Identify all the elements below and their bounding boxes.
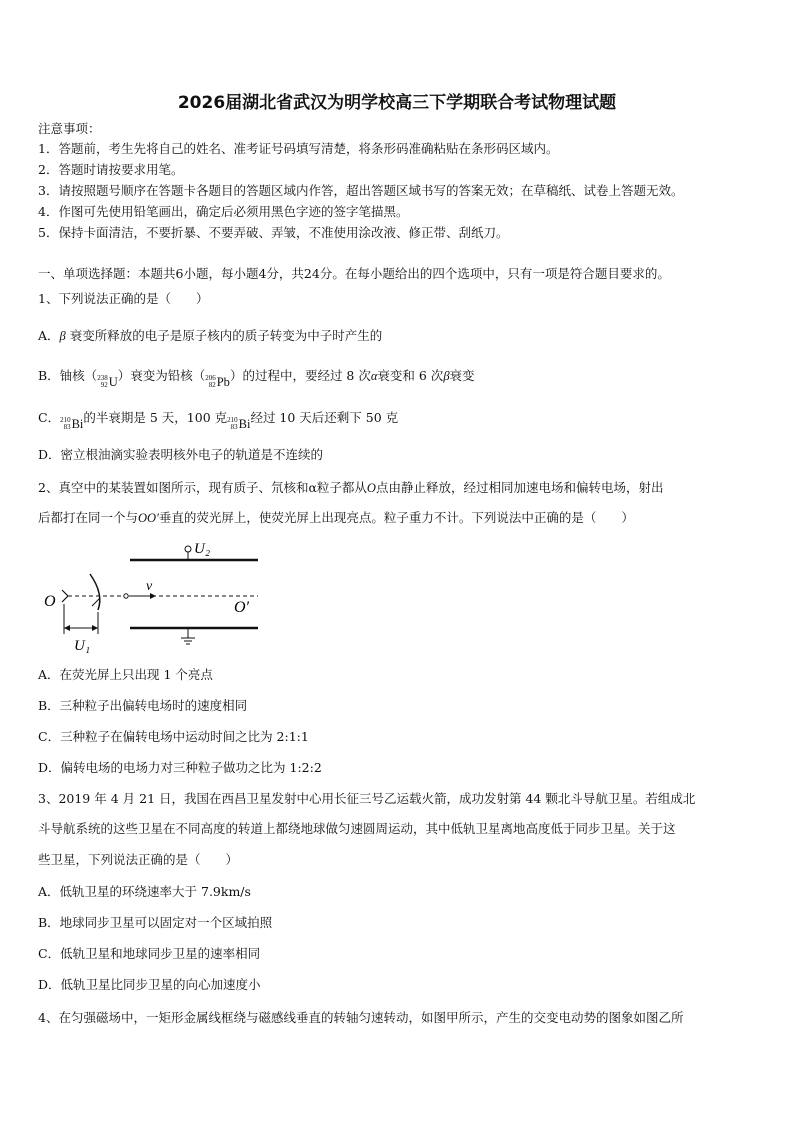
q2-stem-part: 点由静止释放，经过相同加速电场和偏转电场，射出: [375, 480, 664, 495]
q1-stem: 1、下列说法正确的是（ ）: [38, 291, 209, 306]
axis-oo: OO′: [138, 511, 159, 525]
q3-option-c: C．低轨卫星和地球同步卫星的速率相同: [38, 946, 261, 961]
lead-nuclide: [205, 374, 230, 390]
bismuth-nuclide: [227, 416, 250, 432]
q2-option-b: B．三种粒子出偏转电场时的速度相同: [38, 698, 248, 713]
notice-heading: 注意事项：: [38, 121, 101, 136]
beta-symbol: β: [443, 369, 450, 383]
beta-symbol: β: [59, 329, 66, 343]
notice-item-1: 1．答题前，考生先将自己的姓名、准考证号码填写清楚，将条形码准确粘贴在条形码区域内。: [38, 141, 559, 156]
section-heading: 一、单项选择题：本题共6小题，每小题4分，共24分。在每小题给出的四个选项中，只有一项是符合题目要求的。: [38, 266, 670, 281]
dimension-arrow: [92, 625, 98, 631]
pb-atomic-number: 82: [208, 381, 216, 389]
label-u1: U₁: [74, 638, 91, 654]
q2-option-d: D．偏转电场的电场力对三种粒子做功之比为 1:2:2: [38, 760, 322, 775]
label-o: O: [44, 593, 56, 610]
q2-stem-part: 后都打在同一个与: [38, 510, 139, 525]
point-o: O: [366, 481, 376, 495]
q2-stem-part: 垂直的荧光屏上，使荧光屏上出现亮点。粒子重力不计。下列说法中正确的是（ ）: [158, 510, 634, 525]
u-symbol: U: [108, 375, 118, 389]
q1-c-prefix: C．: [38, 410, 61, 425]
q2-stem-part: 2、真空中的某装置如图所示，现有质子、氘核和α粒子都从: [38, 480, 367, 495]
uranium-nuclide: [97, 374, 118, 390]
pb-mass-number: 206: [205, 374, 216, 382]
q2-stem-line2: [38, 510, 634, 526]
q3-stem-line2: 斗导航系统的这些卫星在不同高度的转道上都绕地球做匀速圆周运动，其中低轨卫星离地高度低于同步卫星。关于这: [38, 821, 676, 836]
bi-symbol: Bi: [71, 417, 84, 431]
q3-option-b: B．地球同步卫星可以固定对一个区域拍照: [38, 915, 273, 930]
q1-b-prefix: B．铀核（: [38, 368, 98, 383]
q3-stem-line3: 些卫星，下列说法正确的是（ ）: [38, 852, 239, 867]
q1-option-c: [38, 410, 398, 432]
bi-atomic-number: 83: [230, 423, 238, 431]
page-title: 2026届湖北省武汉为明学校高三下学期联合考试物理试题: [177, 93, 617, 113]
particle: [124, 594, 128, 598]
notice-item-2: 2．答题时请按要求用笔。: [38, 162, 184, 177]
dimension-arrow: [64, 625, 70, 631]
q1-a-prefix: A．: [38, 328, 60, 343]
label-u2: U₂: [194, 541, 211, 557]
label-o-prime: O′: [234, 599, 250, 616]
q2-stem-line1: [38, 480, 663, 496]
q1-c-mid: 的半衰期是 5 天，100 克: [83, 410, 228, 425]
q2-apparatus-figure: [38, 538, 278, 656]
q1-option-d: D．密立根油滴实验表明核外电子的轨道是不连续的: [38, 447, 324, 462]
bi-symbol: Bi: [238, 417, 251, 431]
notice-item-3: 3．请按照题号顺序在答题卡各题目的答题区域内作答，超出答题区域书写的答案无效；在草稿纸、试卷上答题无效。: [38, 183, 684, 198]
q1-a-text: 衰变所释放的电子是原子核内的质子转变为中子时产生的: [65, 328, 383, 343]
alpha-symbol: α: [370, 369, 378, 383]
q1-option-b: [38, 368, 475, 390]
notice-item-5: 5．保持卡面清洁，不要折暴、不要弄破、弄皱，不准使用涂改液、修正带、刮纸刀。: [38, 225, 509, 240]
bi-mass-number: 210: [60, 416, 71, 424]
q1-b-mid: ）衰变为铅核（: [117, 368, 206, 383]
bismuth-nuclide: [60, 416, 83, 432]
q1-b-post3: 衰变: [449, 368, 475, 383]
source-bracket: [62, 590, 68, 602]
u-atomic-number: 92: [100, 381, 108, 389]
q4-stem-line1: 4、在匀强磁场中，一矩形金属线框绕与磁感线垂直的转轴匀速转动，如图甲所示，产生的交变电动势的图象如图乙所: [38, 1010, 684, 1025]
q3-option-d: D．低轨卫星比同步卫星的向心加速度小: [38, 977, 261, 992]
label-v: v: [146, 579, 153, 594]
q1-option-a: [38, 328, 382, 344]
q1-c-post: 经过 10 天后还剩下 50 克: [250, 410, 399, 425]
pb-symbol: Pb: [216, 375, 230, 389]
bi-atomic-number: 83: [63, 423, 71, 431]
q2-option-c: C．三种粒子在偏转电场中运动时间之比为 2:1:1: [38, 729, 309, 744]
q3-option-a: A．低轨卫星的环绕速率大于 7.9km/s: [38, 884, 251, 899]
q1-b-post2: 衰变和 6 次: [377, 368, 444, 383]
accelerating-grid: [90, 574, 100, 610]
q2-option-a: A．在荧光屏上只出现 1 个亮点: [38, 667, 213, 682]
u-mass-number: 238: [97, 374, 108, 382]
notice-item-4: 4．作图可先使用铅笔画出，确定后必须用黑色字迹的签字笔描黑。: [38, 204, 409, 219]
bi-mass-number: 210: [227, 416, 238, 424]
q1-b-post: ）的过程中，要经过 8 次: [229, 368, 371, 383]
q3-stem-line1: 3、2019 年 4 月 21 日，我国在西昌卫星发射中心用长征三号乙运载火箭，成功发射第 44 颗北斗导航卫星。若组成北: [38, 791, 696, 806]
terminal-u2: [185, 546, 191, 552]
